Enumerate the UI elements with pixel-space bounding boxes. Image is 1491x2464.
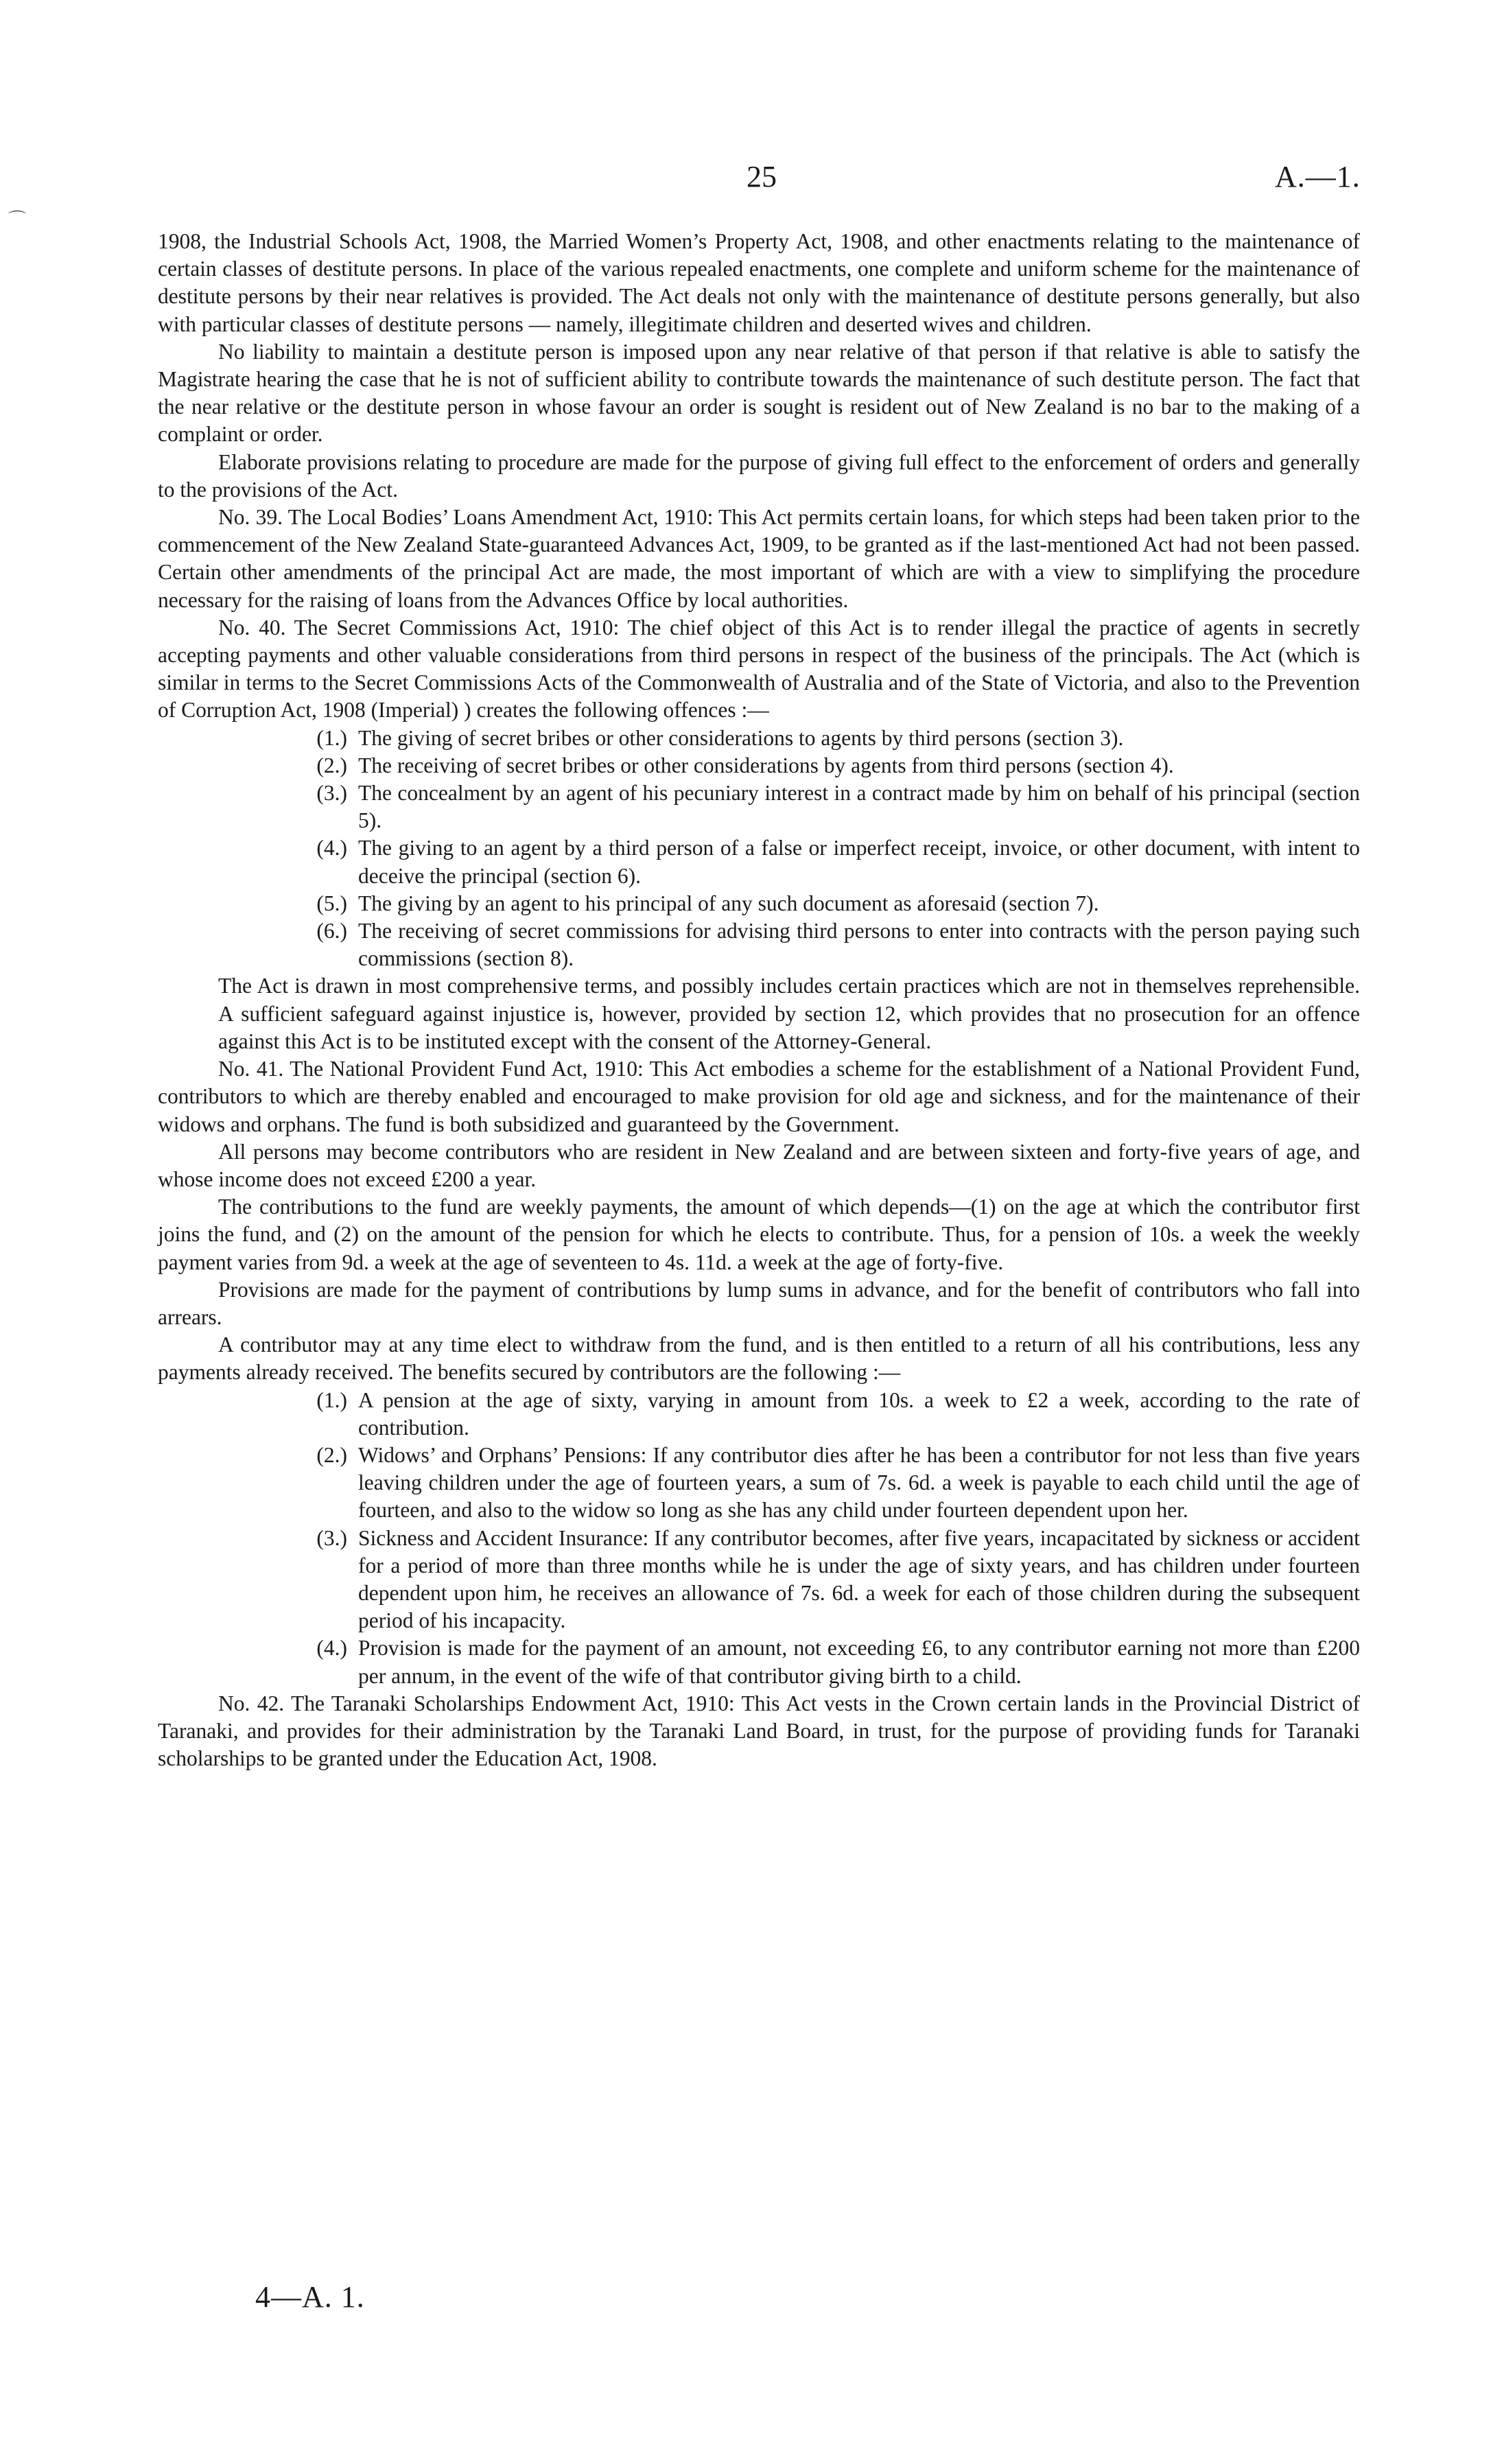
paragraph: No. 39. The Local Bodies’ Loans Amendment Act, 1910: This Act permits certain loans, for which steps had been taken prior to the commencement of the New Zealand State-guaranteed Advances Act, 1909, to be granted as if the last-mentioned Act had not been passed. Certain other amendments of the principal Act are made, the most important of which are with a view to simplifying the procedure necessary for the raising of loans from the Advances Office by local authorities. (158, 505, 1360, 612)
list-item (270, 779, 1360, 834)
list-item-number: (2.) (316, 753, 347, 777)
paragraph: A contributor may at any time elect to withdraw from the fund, and is then entitled to a return of all his contributions, less any payments already received. The benefits secured by contributors are the following :— (158, 1333, 1360, 1385)
list-item-text: The giving by an agent to his principal of any such document as aforesaid (section 7). (358, 891, 1099, 915)
margin-scribble: ⌒ (8, 210, 27, 230)
list-item (270, 1634, 1360, 1689)
list-item-text: Widows’ and Orphans’ Pensions: If any contributor dies after he has been a contributor for not less than five years leaving children under the age of fourteen years, a sum of 7s. 6d. a week is payable to each child until the age of fourteen, and also to the widow so long as she has any child under fourteen dependent upon her. (358, 1442, 1360, 1523)
list-item (270, 1387, 1360, 1442)
list-item-number: (1.) (316, 725, 347, 750)
list-item (270, 1442, 1360, 1525)
list-item-text: A pension at the age of sixty, varying in amount from 10s. a week to £2 a week, according to the rate of contribution. (358, 1387, 1360, 1440)
list-item-text: Provision is made for the payment of an amount, not exceeding £6, to any contributor earning not more than £200 per annum, in the event of the wife of that contributor giving birth to a child. (358, 1636, 1360, 1688)
paragraph-text: The Act is drawn in most comprehensive terms, and possibly includes certain practices which are not in themselves reprehensible. A sufficient safeguard against injustice is, however, provided by section 12, which provides that no prosecution for an offence against this Act is to be instituted except with the consent of the Attorney-General. (218, 974, 1360, 1053)
body-text (158, 228, 1360, 1772)
paragraph: 1908, the Industrial Schools Act, 1908, the Married Women’s Property Act, 1908, and other enactments relating to the maintenance of certain classes of destitute persons. In place of the various repealed enactments, one complete and uniform scheme for the maintenance of destitute persons by their near relatives is provided. The Act deals not only with the maintenance of destitute persons generally, but also with particular classes of destitute persons — namely, illegitimate children and deserted wives and children. (158, 229, 1360, 336)
document-reference: A.—1. (1275, 160, 1361, 193)
list-item-number: (5.) (316, 891, 347, 915)
list-item-text: Sickness and Accident Insurance: If any contributor becomes, after five years, incapacitated by sickness or accident for a period of more than three months while he is under the age of sixty years, and has children under fourteen dependent upon him, he receives an allowance of 7s. 6d. a week for each of those children during the subsequent period of his incapacity. (358, 1525, 1360, 1633)
list-item-text: The concealment by an agent of his pecuniary interest in a contract made by him on behalf of his principal (section 5). (358, 781, 1360, 833)
list-item-number: (4.) (316, 836, 347, 860)
list-item-text: The giving to an agent by a third person of a false or imperfect receipt, invoice, or other document, with intent to deceive the principal (section 6). (358, 836, 1360, 888)
list-item-text: The giving of secret bribes or other considerations to agents by third persons (section 3). (358, 725, 1124, 750)
list-item-number: (6.) (316, 919, 347, 943)
paragraph (158, 972, 1360, 1055)
list-item-text: The receiving of secret commissions for advising third persons to enter into contracts with the person paying such commissions (section 8). (358, 919, 1360, 971)
paragraph: All persons may become contributors who are resident in New Zealand and are between sixteen and forty-five years of age, and whose income does not exceed £200 a year. (158, 1139, 1360, 1191)
page-header (0, 159, 1491, 200)
paragraph: No. 40. The Secret Commissions Act, 1910: The chief object of this Act is to render illegal the practice of agents in secretly accepting payments and other valuable considerations from third persons in respect of the business of the principals. The Act (which is similar in terms to the Secret Commissions Acts of the Commonwealth of Australia and of the State of Victoria, and also to the Prevention of Corruption Act, 1908 (Imperial) ) creates the following offences :— (158, 615, 1360, 723)
list-item-text: The receiving of secret bribes or other considerations by agents from third persons (section 4). (358, 753, 1174, 777)
list-item-number: (2.) (316, 1442, 347, 1467)
list-item (270, 1525, 1360, 1635)
list-item (270, 834, 1360, 889)
list-item (270, 917, 1360, 972)
paragraph: No. 41. The National Provident Fund Act, 1910: This Act embodies a scheme for the establishment of a National Provident Fund, contributors to which are thereby enabled and encouraged to make provision for old age and sickness, and for the maintenance of their widows and orphans. The fund is both subsidized and guaranteed by the Government. (158, 1057, 1360, 1136)
list-item-number: (3.) (316, 781, 347, 806)
paragraph: No. 42. The Taranaki Scholarships Endowment Act, 1910: This Act vests in the Crown certain lands in the Provincial District of Taranaki, and provides for their administration by the Taranaki Land Board, in trust, for the purpose of providing funds for Taranaki scholarships to be granted under the Education Act, 1908. (158, 1691, 1360, 1771)
list-item (270, 725, 1360, 752)
page-signature: 4—A. 1. (255, 2280, 365, 2314)
list-item-number: (4.) (316, 1636, 347, 1661)
list-item-number: (1.) (316, 1387, 347, 1412)
benefits-list (158, 1387, 1360, 1690)
list-item (270, 752, 1360, 779)
paragraph: The contributions to the fund are weekly payments, the amount of which depends—(1) on the age at which the contributor first joins the fund, and (2) on the amount of the pension for which he elects to contribute. Thus, for a pension of 10s. a week the weekly payment varies from 9d. a week at the age of seventeen to 4s. 11d. a week at the age of forty-five. (158, 1195, 1360, 1274)
list-item (270, 890, 1360, 917)
page-number: 25 (747, 160, 777, 193)
paragraph: Provisions are made for the payment of contributions by lump sums in advance, and for the benefit of contributors who fall into arrears. (158, 1277, 1360, 1329)
paragraph: No liability to maintain a destitute person is imposed upon any near relative of that person if that relative is able to satisfy the Magistrate hearing the case that he is not of sufficient ability to contribute towards the maintenance of such destitute person. The fact that the near relative or the destitute person in whose favour an order is sought is resident out of New Zealand is no bar to the making of a complaint or order. (158, 339, 1360, 447)
paragraph: Elaborate provisions relating to procedure are made for the purpose of giving full effect to the enforcement of orders and generally to the provisions of the Act. (158, 449, 1360, 502)
list-item-number: (3.) (316, 1525, 347, 1550)
offences-list (158, 725, 1360, 973)
